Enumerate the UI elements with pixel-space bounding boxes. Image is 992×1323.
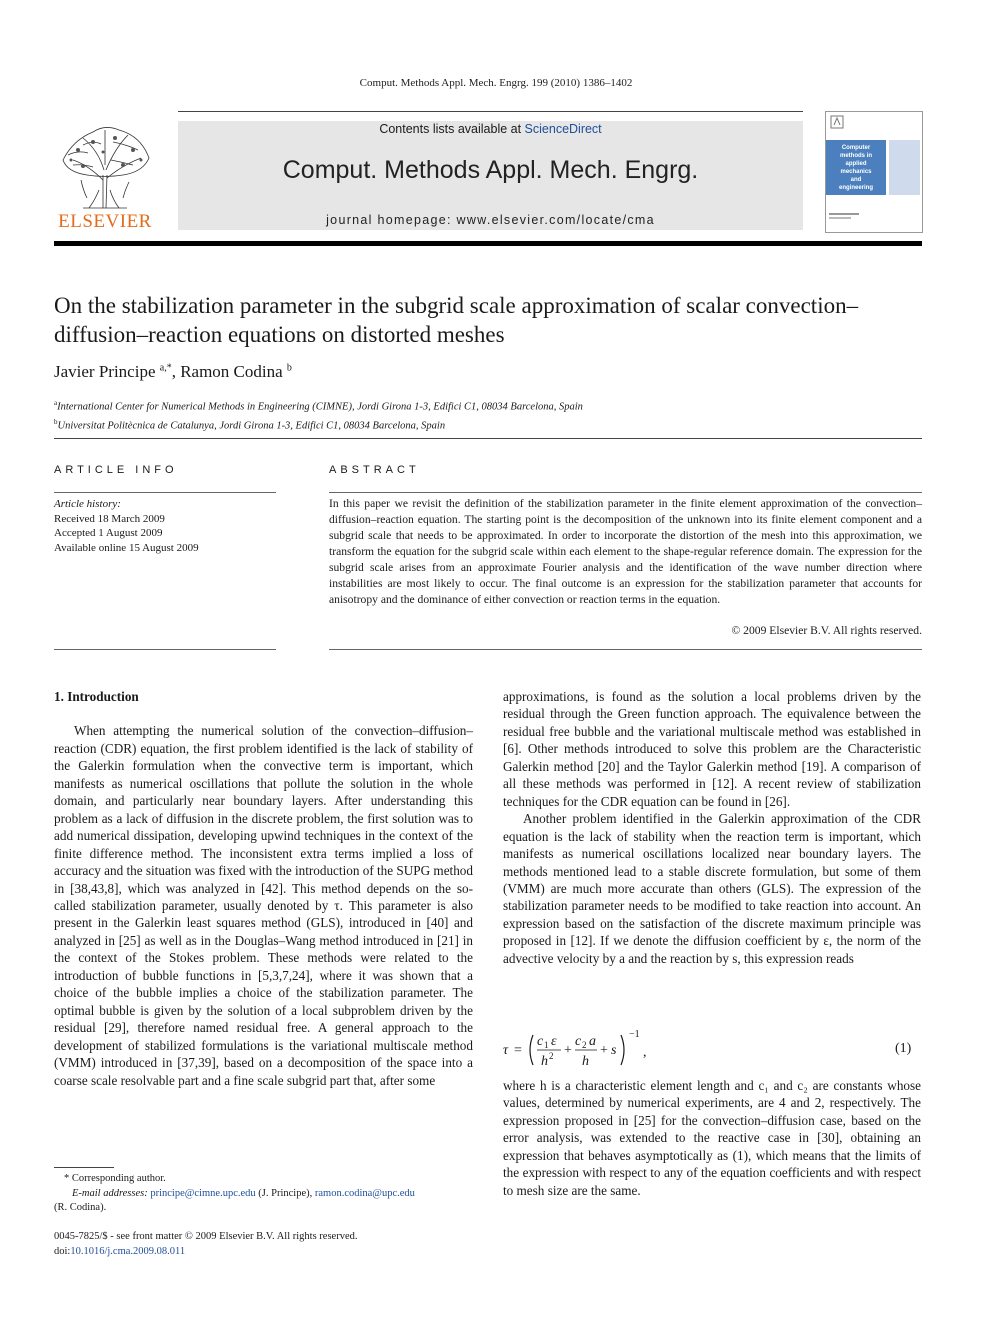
header-thick-rule [54, 241, 922, 246]
cover-footer-icon [829, 209, 889, 223]
svg-text:τ: τ [503, 1043, 509, 1058]
email-link[interactable]: principe@cimne.upc.edu [150, 1187, 256, 1199]
equation-1 [503, 1025, 921, 1075]
contents-line [178, 122, 803, 136]
received-date: Received 18 March 2009 [54, 512, 165, 525]
issn: 0045-7825/$ - see front matter © 2009 Elsevier B.V. All rights reserved. [54, 1231, 358, 1242]
corresponding-note: * Corresponding author. [64, 1173, 166, 1184]
cover-line: Computer [841, 145, 871, 151]
article-title: On the stabilization parameter in the subgrid scale approximation of scalar convection–diffusion–reaction equations on distorted meshes [54, 293, 859, 347]
cover-line: engineering [838, 185, 873, 191]
svg-text:+: + [564, 1043, 572, 1058]
issn-line [54, 1230, 473, 1259]
doi-line: doi:10.1016/j.cma.2009.08.011 [54, 1245, 186, 1257]
journal-citation: Comput. Methods Appl. Mech. Engrg. 199 (2010) 1386–1402 [359, 77, 633, 89]
divider [54, 438, 922, 439]
history-label: Article history: [54, 498, 121, 510]
homepage-url[interactable]: www.elsevier.com/locate/cma [456, 213, 655, 227]
author-affil-mark[interactable]: a,* [159, 362, 172, 374]
cover-line: methods in [839, 153, 872, 159]
body-column-right-cont [503, 1077, 921, 1199]
affiliations [54, 396, 583, 433]
svg-text:2: 2 [582, 1040, 587, 1050]
svg-text:a: a [589, 1034, 596, 1049]
svg-text:=: = [514, 1043, 522, 1058]
author-name: Javier Principe [54, 362, 156, 381]
homepage-prefix: journal homepage: [326, 213, 457, 227]
elsevier-wordmark: ELSEVIER [58, 211, 152, 232]
divider [54, 649, 276, 650]
email-link[interactable]: ramon.codina@upc.edu [314, 1187, 415, 1199]
cover-line: and [850, 177, 862, 183]
paragraph: Another problem identified in the Galerkin approximation of the CDR equation is the lack of stability when the reaction term is important, which manifests as numerical oscillations localized near boundary layers. The methods mentioned lead to a stable discrete formulation, but some of them (VMM) are much more accurate than others (GLS). The expression of the stabilization parameter needs to be modified to take reaction into account. An expression based on the satisfaction of the discrete maximum principle was proposed in [12]. If we denote the diffusion coefficient by ε, the norm of the advective velocity by a and the reaction by s, this expression reads [503, 811, 921, 966]
svg-text:1: 1 [544, 1040, 549, 1050]
svg-text:−1: −1 [629, 1029, 640, 1040]
cover-line: mechanics [840, 169, 872, 175]
journal-name: Comput. Methods Appl. Mech. Engrg. [282, 156, 699, 184]
tree-icon [53, 120, 157, 210]
svg-text:h: h [582, 1054, 589, 1069]
svg-text:c: c [575, 1034, 582, 1049]
svg-text:2: 2 [549, 1051, 554, 1061]
svg-text:c: c [537, 1034, 544, 1049]
journal-homepage [178, 213, 803, 227]
body-column-left [54, 688, 473, 1089]
abstract-heading: ABSTRACT [329, 464, 420, 476]
divider [329, 649, 922, 650]
author-list: Javier Principe $^{a,*}$, Ramon Codina $^b$ [54, 362, 292, 381]
svg-text:+: + [600, 1043, 608, 1058]
cover-title [828, 144, 884, 192]
svg-text:ε: ε [551, 1034, 557, 1049]
cover-light-panel [889, 140, 920, 195]
contents-prefix: Contents lists available at [379, 122, 525, 136]
article-history [54, 497, 276, 555]
svg-text:,: , [643, 1045, 647, 1060]
svg-text:h: h [541, 1054, 548, 1069]
divider [329, 492, 922, 493]
affiliation: $^a$International Center for Numerical Methods in Engineering (CIMNE), Jordi Girona 1-3, Edifici C1, 08034 Barcelona, Spain [54, 399, 583, 413]
sciencedirect-link[interactable]: ScienceDirect [524, 122, 602, 136]
abstract-text: In this paper we revisit the definition of the stabilization parameter in the finite element approximation of the convection–diffusion–reaction equation. The starting point is the decomposition of the unknown into its finite element component and a subgrid scale that needs to be approximated. In order to incorporate the distortion of the mesh into this approximation, we transform the equation for the subgrid scale within each element to the shape-regular reference domain. The expression for the subgrid scale arises from an approximate Fourier analysis and the identification of the wave number direction where instabilities are most likely to occur. The final outcome is an expression for the stabilization parameter that accounts for anisotropy and the dominance of either convection or reaction terms in the equation. [329, 497, 922, 606]
author-affil-mark[interactable]: b [286, 362, 292, 374]
online-date: Available online 15 August 2009 [54, 541, 199, 554]
email-owner: (R. Codina). [54, 1202, 107, 1213]
header-rule [178, 111, 803, 112]
tau-equation-icon [503, 1025, 703, 1075]
author-name: Ramon Codina [180, 362, 283, 381]
abstract-copyright: © 2009 Elsevier B.V. All rights reserved. [731, 624, 922, 637]
mini-logo-icon [830, 115, 844, 129]
body-column-right [503, 688, 921, 967]
paragraph: When attempting the numerical solution of the convection–diffusion–reaction (CDR) equation, the first problem identified is the lack of stability of the Galerkin formulation when the convective term is important, which manifests as numerical oscillations that pollute the solution in the whole domain, and particularly near boundary layers. After understanding this problem as a lack of diffusion in the discrete problem, the first solution was to add numerical dissipation, developing upwind techniques in the context of the finite difference method. The inconsistent extra terms implied a loss of accuracy and the situation was fixed with the introduction of the SUPG method in [38,43,8], which was analyzed in [42]. This method depends on the so-called stabilization parameter, usually denoted by τ. This parameter is also present in the Galerkin least squares method (GLS), introduced in [40] and analyzed in [25] as well as in the Douglas–Wang method introduced in [21] in the context of the Stokes problem. These methods were related to the introduction of bubble functions in [5,3,7,24], where it was shown that a choice of the bubble implies a choice of the stabilization parameter. The optimal bubble is given by the solution of a local subproblem driven by the residual [29], therefore named residual free. A general approach to the development of stabilized formulations is the variational multiscale method (VMM) introduced in [37,39], based on a decomposition of the space into a coarse scale resolvable part and a fine scale subgrid part that, after some [54, 723, 473, 1088]
paragraph: approximations, is found as the solution a local problems driven by the residual through the Green function approach. The equivalence between the residual free bubble and the variational multiscale method was established in [6]. Other methods introduced to solve this problem are the Characteristic Galerkin method [20] and the Taylor Galerkin method [19]. A comparison of all these methods was performed in [12]. A recent review of stabilization techniques for the CDR equation can be found in [26]. [503, 689, 921, 809]
footnote [54, 1172, 473, 1216]
cover-line: applied [845, 161, 867, 167]
equation-number: (1) [895, 1041, 912, 1056]
doi-link[interactable]: 10.1016/j.cma.2009.08.011 [70, 1245, 186, 1257]
footnote-rule [54, 1167, 114, 1168]
divider [54, 492, 276, 493]
paragraph: where h is a characteristic element length and c₁ and c₂ are constants whose values, determined by numerical experiments, are 4 and 2, respectively. The expression proposed in [25] for the convection–diffusion case, based on the error analysis, was extended to the reactive case in [30], obtaining an expression that behaves asymptotically as (1), which means that the limits of the expression with respect to any of the equation coefficients and with respect to mesh size are the same. [503, 1078, 921, 1198]
section-title: 1. Introduction [54, 689, 139, 704]
article-info-heading: ARTICLE INFO [54, 464, 178, 476]
accepted-date: Accepted 1 August 2009 [54, 527, 163, 539]
svg-text:s: s [611, 1043, 617, 1058]
email-line: E-mail addresses: principe@cimne.upc.edu (J. Principe), ramon.codina@upc.edu [72, 1187, 415, 1199]
affiliation: $^b$Universitat Politècnica de Catalunya, Jordi Girona 1-3, Edifici C1, 08034 Barcelona, Spain [54, 417, 446, 431]
